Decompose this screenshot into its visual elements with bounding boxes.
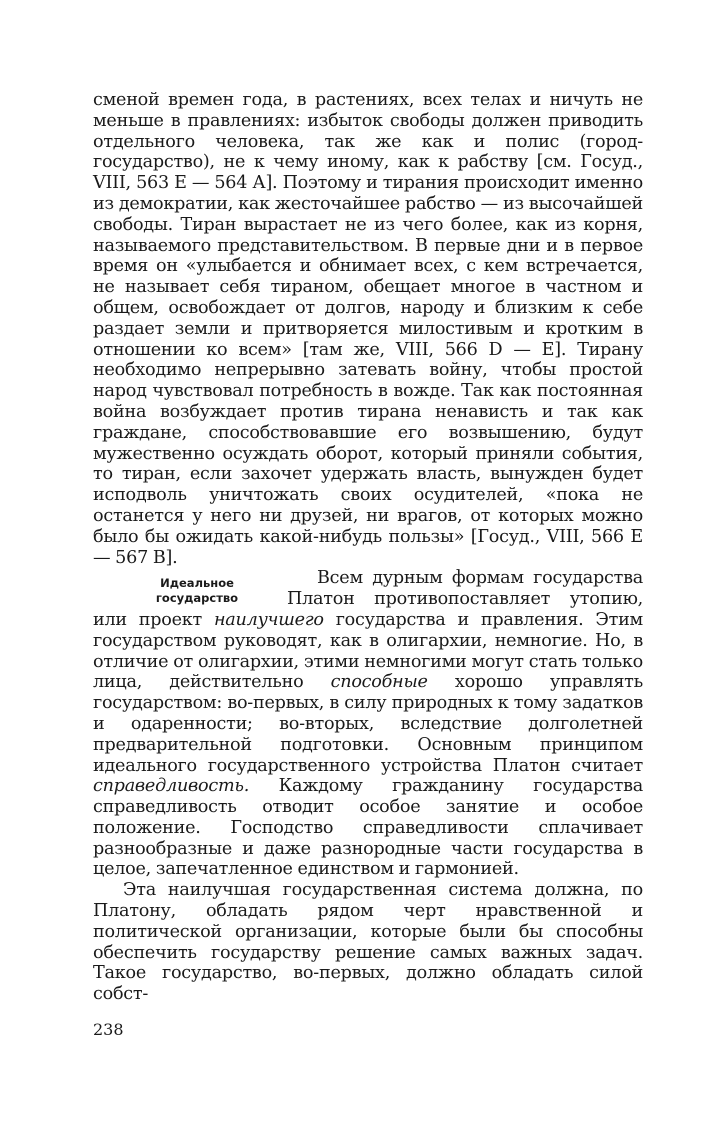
text-run: государства и правления. Этим государством руководят, как в олигархии, немногие. Но, в отличие от олигархии, этими немногими могут стать только лица, действительно bbox=[93, 609, 643, 693]
italic-term: справедливость. bbox=[93, 776, 250, 797]
paragraph-ideal-state bbox=[93, 568, 643, 880]
paragraph-state-system: Эта наилучшая государственная система должна, по Платону, обладать рядом черт нравственной и политической организации, которые были бы способны обеспечить государству решение самых важных задач. Такое государство, во-первых, должно обладать силой собст- bbox=[93, 880, 643, 1005]
italic-term: способные bbox=[330, 672, 428, 693]
text-run: Всем дурным формам государства Платон противопоставляет утопию, или проект bbox=[93, 568, 643, 630]
margin-heading-line: государство bbox=[155, 591, 239, 606]
margin-heading bbox=[93, 576, 271, 606]
page-number: 238 bbox=[93, 1020, 124, 1039]
italic-term: наилучшего bbox=[213, 609, 324, 630]
text-run: хорошо управлять государством: во-первых, в силу природных к тому задатков и одаренности; во-вторых, вследствие долголетней предварительной подготовки. Основным принципом идеального государственного устройства Платон считает bbox=[93, 672, 643, 776]
paragraph-continuation: сменой времен года, в растениях, всех телах и ничуть не меньше в правлениях: избыток свободы должен приводить отдельного человека, так же как и полис (город-государство), не к чему иному, как к рабству [см. Госуд., VIII, 563 Е — 564 А]. Поэтому и тирания происходит именно из демократии, как жесточайшее рабство — из высочайшей свободы. Тиран вырастает не из чего более, как из корня, называемого представительством. В первые дни и в первое время он «улыбается и обнимает всех, с кем встречается, не называет себя тираном, обещает многое в частном и общем, освобождает от долгов, народу и близким к себе раздает земли и притворяется милостивым и кротким в отношении ко всем» [там же, VIII, 566 D — Е]. Тирану необходимо непрерывно затевать войну, чтобы простой народ чувствовал потребность в вожде. Так как постоянная война возбуждает против тирана ненависть и так как граждане, способствовавшие его возвышению, будут мужественно осуждать оборот, который приняли события, то тиран, если захочет удержать власть, вынужден будет исподволь уничтожать своих осудителей, «пока не останется у него ни друзей, ни врагов, от которых можно было бы ожидать какой-нибудь пользы» [Госуд., VIII, 566 Е — 567 В]. bbox=[93, 90, 643, 568]
text-run: Каждому гражданину государства справедливость отводит особое занятие и особое положение. Господство справедливости сплачивает разнообразные и даже разнородные части государства в целое, запечатленное единством и гармонией. bbox=[93, 776, 643, 880]
body-text bbox=[93, 90, 643, 1005]
margin-heading-line: Идеальное bbox=[160, 576, 234, 591]
